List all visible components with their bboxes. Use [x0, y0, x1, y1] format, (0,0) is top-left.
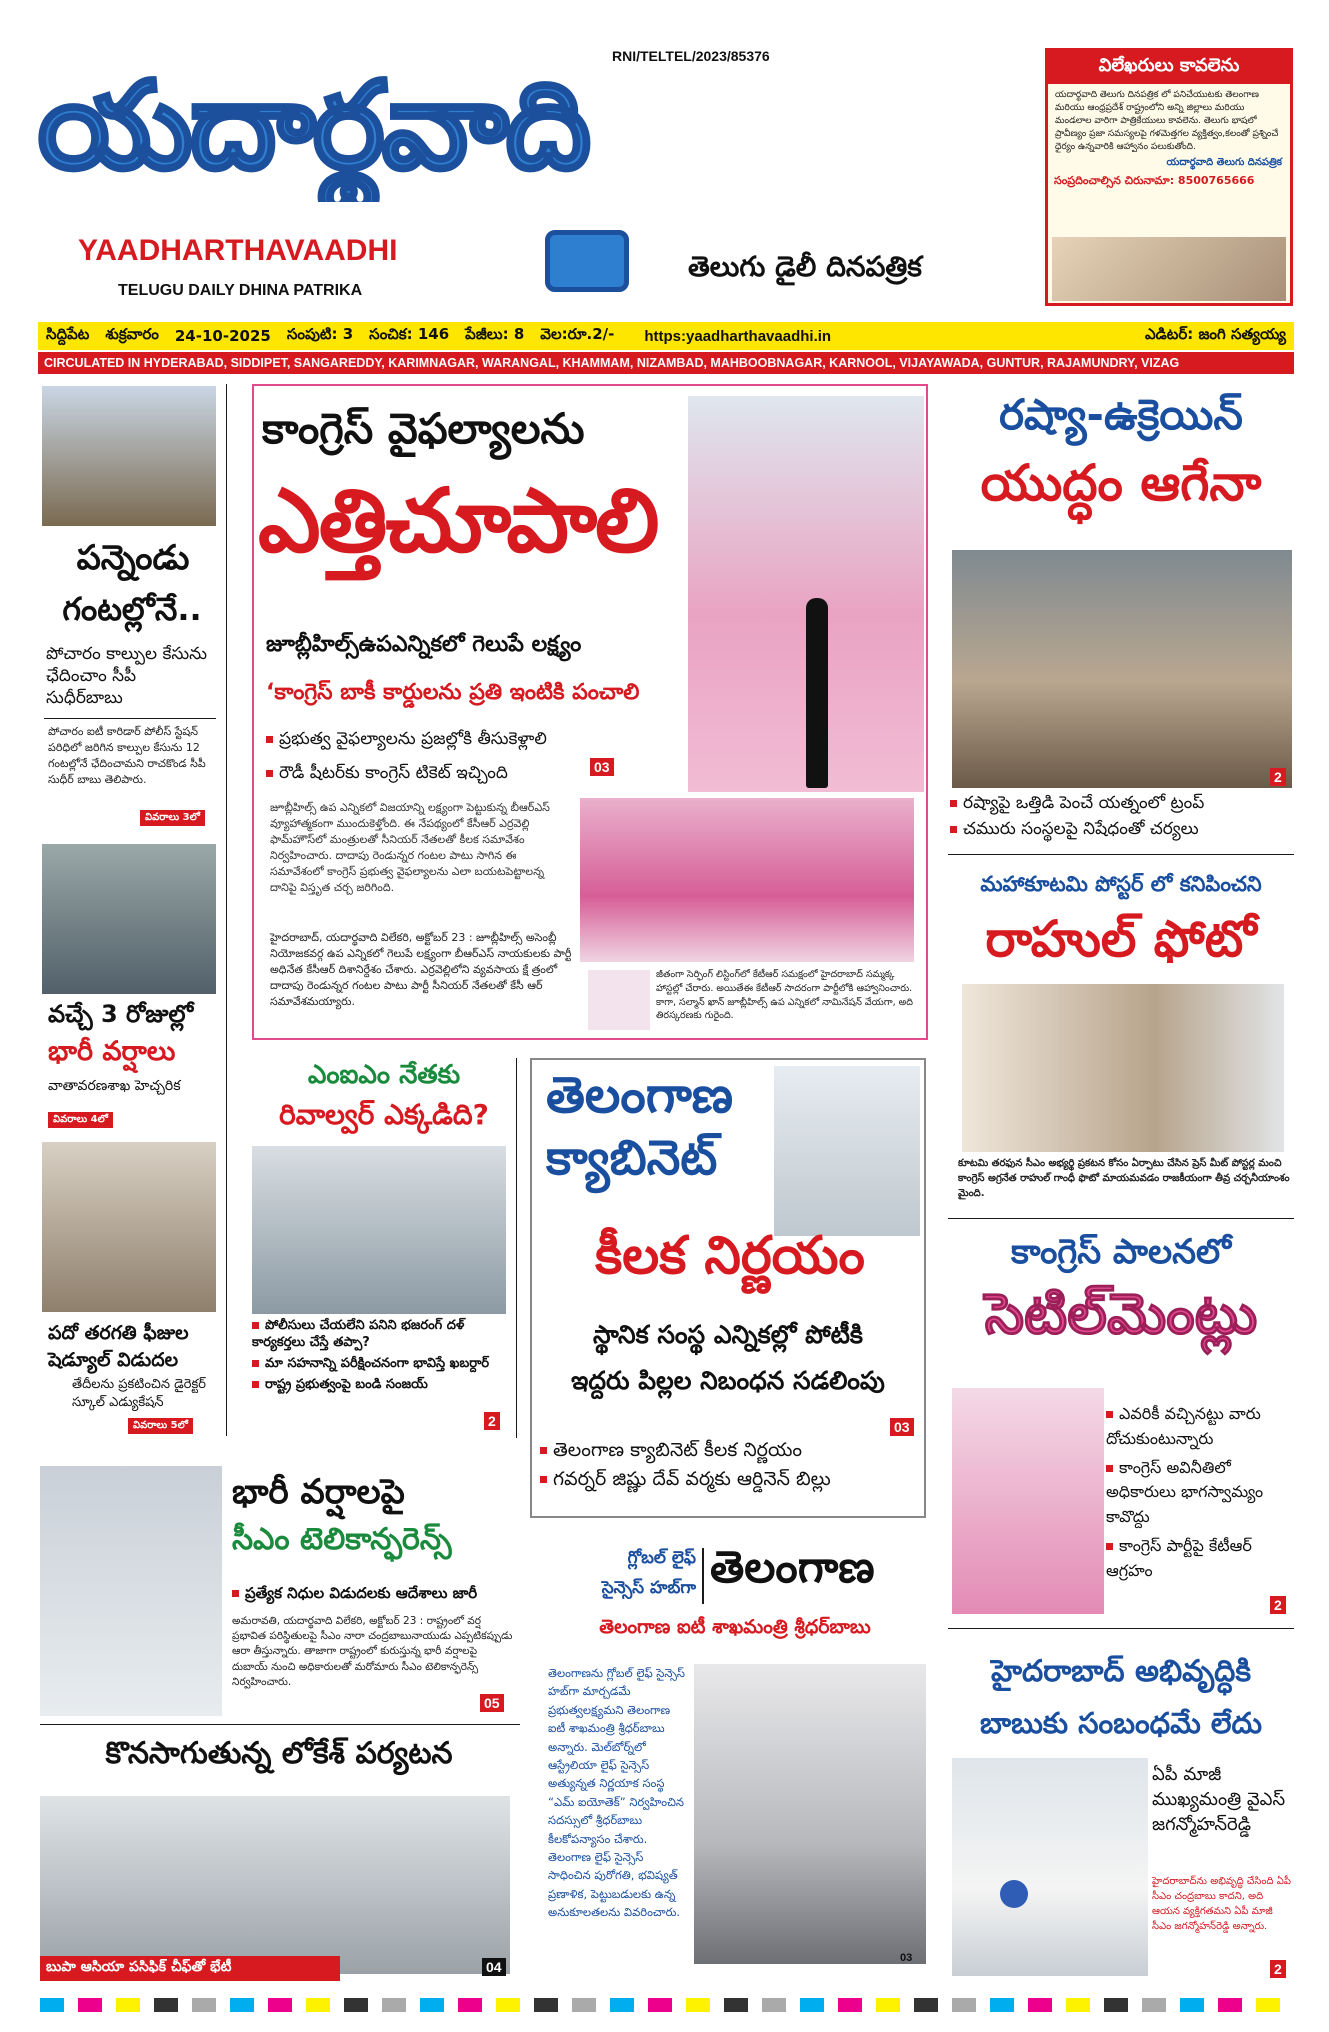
s1-divider [44, 718, 216, 719]
settlement-bullet-1-text: ఎవరికీ వచ్చినట్టు వారు దోచుకుంటున్నారు [1106, 1404, 1261, 1448]
info-volume: సంపుటి: 3 [286, 325, 354, 343]
jagan-headline2: బాబుకు సంబంధమే లేదు [980, 1706, 1262, 1740]
rahul-photo [962, 984, 1284, 1152]
info-issue: సంచిక: 146 [369, 325, 450, 343]
cbn-headline2: సీఎం టెలికాన్ఫరెన్స్ [232, 1522, 452, 1557]
s3-more[interactable]: వివరాలు 5లో [128, 1418, 193, 1434]
cabinet-headline1: తెలంగాణ [546, 1066, 734, 1124]
rahul-divider [948, 1218, 1294, 1219]
cbn-body: అమరావతి, యదార్థవాది విలేకరి, అక్టోబర్ 23 : రాష్ట్రంలో వర్ష ప్రభావిత పరిస్థితులపై సీఎం నారా చంద్రబాబునాయుడు ఎప్పటికప్పుడు ఆరా తీస్తున్నారు. తాజాగా రాష్ట్రంలో కురుస్తున్న భారీ వర్షాలపై దుబాయ్ నుంచి అధికారులతో మరోమారు సీఎం టెలికాన్ఫరెన్స్ నిర్వహించారు. [232, 1615, 513, 1688]
circulated-bar: CIRCULATED IN HYDERABAD, SIDDIPET, SANGAREDDY, KARIMNAGAR, WARANGAL, KHAMMAM, NIZAMBAD, MAHBOOBNAGAR, KARNOOL, VIJAYAWADA, GUNTUR, RAJAMUNDRY, VIZAG [38, 352, 1294, 374]
registration-strip [40, 1998, 1290, 2012]
settlement-bullet-3-text: కాంగ్రెస్ పార్టీపై కేటీఆర్ ఆగ్రహం [1106, 1535, 1252, 1580]
lead-bullet-1-text: ప్రభుత్వ వైఫల్యాలను ప్రజల్లోకి తీసుకెళ్లాలి [279, 729, 547, 749]
lokesh-photo [40, 1796, 510, 1974]
jagan-photo [952, 1758, 1148, 1976]
lead-sub1: జూబ్లీహిల్స్‌ఉపఎన్నికలో గెలుపే లక్ష్యం [266, 632, 582, 657]
ad-contact: సంప్రదించాల్సిన చిరునామా: 8500765666 [1054, 174, 1255, 187]
sridhar-body: తెలంగాణను గ్లోబల్ లైఫ్ సైన్సెస్ హబ్‌గా మార్చడమే ప్రభుత్వలక్ష్యమని తెలంగాణ ఐటీ శాఖమంత్రి శ్రీధర్‌బాబు అన్నారు. మెల్‌బోర్న్‌లో ఆస్ట్రేలియా లైఫ్ సైన్సెస్ అత్యున్నత నిర్ణయాక సంస్థ “ఎమ్ ఐయోతెక్” నిర్వహించిన సదస్సులో శ్రీధర్‌బాబు కీలకోపన్యాసం చేశారు. తెలంగాణ లైఫ్ సైన్సెస్ సాధించిన పురోగతి, భవిష్యత్ ప్రణాళిక, పెట్టుబడులకు ఉన్న అనుకూలతలను వివరించారు. [548, 1666, 685, 1920]
settlement-page-ref[interactable]: 2 [1270, 1596, 1286, 1614]
info-place: సిద్దిపేట [46, 325, 90, 343]
settlement-bullet-3 [1106, 1534, 1292, 1584]
s1-sub: పోచారం కాల్పుల కేసును ఛేదించాం సీపీ సుధీర్‌బాబు [46, 644, 207, 709]
s1-headline2: గంటల్లోనే.. [62, 590, 202, 628]
s3-headline: పదో తరగతి ఫీజుల షెడ్యూల్ విడుదల [48, 1322, 189, 1371]
info-price: వెల:రూ.2/- [540, 325, 615, 343]
revanth-photo [774, 1066, 920, 1236]
lead-body-2: హైదరాబాద్, యదార్థవాది విలేకరి, అక్టోబర్ 23 : జూబ్లీహిల్స్ అసెంబ్లీ నియోజకవర్గ ఉప ఎన్నికలో గెలుపే లక్ష్యంగా బీఆర్ఎస్ నాయకులకు పార్టీ అధినేత కేసీఆర్ దిశానిర్దేశం చేశారు. ఎర్రవెల్లిలోని వ్యవసాయ క్షే త్రంలో దాదాపు రెండున్నర గంటల పాటు పార్టీ సీనియర్ నేతలతో కేసీ ఆర్ సమావేశమయ్యారు. [270, 931, 572, 1008]
jagan-headline1: హైదరాబాద్ అభివృద్ధికి [990, 1654, 1251, 1689]
settlement-bullet-1 [1106, 1402, 1292, 1452]
masthead-logo-icon [545, 230, 629, 292]
settlement-bullets [1106, 1402, 1292, 1588]
aimim-bullet-2 [252, 1356, 514, 1373]
russia-bullets [950, 792, 1294, 844]
s3-sub: తేదీలను ప్రకటించిన డైరెక్టర్ స్కూల్ ఎడ్యుకేషన్ [72, 1377, 206, 1410]
sridhar-kicker-divider [702, 1548, 704, 1604]
cbn-photo [40, 1466, 222, 1716]
aimim-divider [516, 1058, 517, 1438]
ktr-joining-photo [580, 798, 914, 962]
cabinet-sub2: ఇద్దరు పిల్లల నిబంధన సడలింపు [571, 1366, 885, 1395]
info-editor: ఎడిటర్: జంగి సత్యయ్య [1145, 325, 1286, 343]
cbn-bullet-1 [232, 1584, 522, 1604]
settlement-bullet-2-text: కాంగ్రెస్ అవినీతిలో అధికారులు భాగస్వామ్యం కావొద్దు [1106, 1457, 1264, 1527]
cabinet-headline3: కీలక నిర్ణయం [595, 1226, 865, 1286]
cabinet-bullets [540, 1438, 920, 1495]
info-day: శుక్రవారం [105, 325, 159, 343]
cabinet-sub1: స్థానిక సంస్థ ఎన్నికల్లో పోటీకి [593, 1320, 863, 1349]
lead-bullet-1 [266, 728, 586, 750]
ad-body: యదార్థవాది తెలుగు దినపత్రిక లో పనిచేయుటకు తెలంగాణ మరియు ఆంధ్రప్రదేశ్ రాష్ట్రంలోని అన్ని జిల్లాలు మరియు మండలాల వారిగా పాత్రికేయులు కావలెను. తెలుగు భాషలో ప్రావీణ్యం ప్రజా సమస్యలపై గళమెత్తగల వ్యక్తిత్వం,కలంతో ప్రశ్నించే ధైర్యం ఉన్నవారికి ఆహ్వానం పలుకుతోంది. [1055, 90, 1279, 153]
lead-headline: ఎత్తిచూపాలి [258, 469, 658, 572]
mic-icon [806, 598, 828, 788]
s2-headline1: వచ్చే 3 రోజుల్లో [48, 1000, 194, 1028]
left-col-divider [226, 384, 227, 1436]
aimim-photo [252, 1146, 506, 1314]
sridhar-sub: తెలంగాణ ఐటీ శాఖమంత్రి శ్రీధర్‌బాబు [599, 1616, 871, 1638]
lead-caption-marker [588, 970, 650, 1030]
cabinet-headline2: క్యాబినెట్ [546, 1130, 718, 1186]
lokesh-headline: కొనసాగుతున్న లోకేశ్ పర్యటన [105, 1736, 453, 1771]
ad-title: విలేఖరులు కావలెను [1048, 51, 1290, 84]
ad-box [1045, 48, 1293, 306]
lokesh-caption: బుపా ఆసియా పసిఫిక్ చీఫ్‌తో భేటీ [40, 1956, 340, 1981]
lead-bullets [266, 728, 586, 788]
info-bar [38, 322, 1294, 350]
russia-headline1: రష్యా-ఉక్రెయిన్ [999, 390, 1243, 439]
masthead-subtitle-telugu: తెలుగు డైలీ దినపత్రిక [688, 250, 922, 283]
lead-page-ref[interactable]: 03 [590, 758, 614, 776]
s1-headline1: పన్నెండు [76, 538, 190, 578]
sridhar-kicker1: గ్లోబల్ లైఫ్ [627, 1548, 696, 1568]
russia-bullet-1 [950, 792, 1294, 814]
rahul-caption: కూటమి తరఫున సీఎం అభ్యర్థి ప్రకటన కోసం ఏర్పాటు చేసిన ప్రెస్ మీట్ పోస్టర్ల మంచి కాంగ్రెస్ అగ్రనేత రాహుల్ గాంధీ ఫొటో మాయమవడం రాజకీయంగా తీవ్ర చర్చనీయాంశం మైంది. [958, 1158, 1290, 1199]
russia-headline2: యుద్ధం ఆగేనా [980, 454, 1262, 512]
jagan-side2: హైదరాబాద్‌ను అభివృద్ధి చేసింది ఏపీ సీఎం చంద్రబాబు కాదని, అది ఆయన వ్యక్తిగతమని ఏపీ మాజీ సీఎం జగన్మోహన్‌రెడ్డి అన్నారు. [1152, 1876, 1291, 1932]
aimim-bullet-1-text: పోలీసులు చేయలేని పనిని భజరంగ్ దళ్ కార్యకర్తలు చేస్తే తప్పా? [252, 1318, 465, 1350]
sridhar-page-ref[interactable]: 03 [900, 1952, 913, 1964]
masthead-title: యదార్థవాది [38, 57, 589, 196]
rahul-headline: రాహుల్ ఫోటో [985, 910, 1257, 968]
s1-body: పోచారం ఐటీ కారిడార్ పోలీస్ స్టేషన్ పరిధిలో జరిగిన కాల్పుల కేసును 12 గంటల్లోనే ఛేదించామని రాచకొండ సీపీ సుధీర్ బాబు తెలిపారు. [48, 725, 206, 786]
rahul-kicker: మహాకూటమి పోస్టర్ లో కనిపించని [980, 872, 1262, 896]
aimim-page-ref[interactable]: 2 [484, 1412, 500, 1430]
rni-number: RNI/TELTEL/2023/85376 [612, 48, 770, 64]
cabinet-bullet-1 [540, 1438, 920, 1463]
war-photo [952, 550, 1292, 788]
sridhar-photo [694, 1664, 926, 1964]
lead-sub2: ‘కాంగ్రెస్ బాకీ కార్డులను ప్రతి ఇంటికి పంచాలి [266, 680, 640, 705]
info-website[interactable]: https:yaadharthavaadhi.in [644, 327, 832, 345]
s1-more[interactable]: వివరాలు 3లో [140, 810, 205, 826]
aimim-bullet-3 [252, 1377, 514, 1394]
s2-headline2: భారీ వర్షాలు [48, 1036, 176, 1067]
lead-caption: జీతంగా సెర్ఫింగ్ లిస్టింగ్‌లో కేటీఆర్ సమక్షంలో హైదరాబాద్ సమ్మక్క హాస్టల్లో చేరారు. అయితేఈ కేటీఆర్ సాదరంగా పార్టీలోకి ఆహ్వానించారు. కాగా, సల్మాన్ ఖాన్ జూబ్లీహిల్స్ ఉప ఎన్నికలో నామినేషన్ వేయగా, అది తిరస్కరణకు గురైంది. [656, 969, 913, 1022]
sridhar-headline: తెలంగాణ [710, 1542, 875, 1593]
exam-photo [42, 1142, 216, 1312]
settlement-bullet-2 [1106, 1456, 1292, 1530]
aimim-bullets [252, 1318, 514, 1398]
settlement-headline2: సెటిల్‌మెంట్లు [984, 1282, 1258, 1347]
rain-photo [42, 844, 216, 994]
cabinet-page-ref[interactable]: 03 [890, 1418, 914, 1436]
cbn-divider [40, 1724, 520, 1725]
aimim-bullet-2-text: మా సహనాన్ని పరీక్షించనంగా భావిస్తే ఖబర్దార్ [265, 1355, 490, 1371]
settlement-headline1: కాంగ్రెస్ పాలనలో [1011, 1232, 1231, 1272]
cbn-page-ref[interactable]: 05 [480, 1694, 504, 1712]
jagan-mic-icon [1000, 1880, 1028, 1908]
russia-bullet-2-text: చమురు సంస్థలపై నిషేధంతో చర్యలు [963, 819, 1199, 840]
russia-divider [948, 854, 1294, 855]
lokesh-page-ref[interactable]: 04 [482, 1958, 506, 1976]
cabinet-bullet-2 [540, 1467, 920, 1492]
cbn-headline1: భారీ వర్షాలపై [232, 1472, 405, 1512]
settlement-divider [948, 1628, 1294, 1629]
cabinet-bullet-2-text: గవర్నర్ జిష్ణు దేవ్ వర్మకు ఆర్డినెన్ బిల్లు [553, 1467, 831, 1490]
cabinet-bullet-1-text: తెలంగాణ క్యాబినెట్ కీలక నిర్ణయం [553, 1439, 803, 1461]
s2-more[interactable]: వివరాలు 4లో [48, 1112, 113, 1128]
lead-bullet-2-text: రౌడీ షీటర్‌కు కాంగ్రెస్ టికెట్ ఇచ్చింది [279, 763, 508, 784]
russia-page-ref[interactable]: 2 [1270, 768, 1286, 786]
ad-photo [1052, 237, 1286, 301]
cp-photo [42, 386, 216, 526]
cbn-bullet [232, 1584, 522, 1608]
sridhar-kicker2: సైన్సెస్ హబ్‌గా [601, 1578, 696, 1598]
aimim-bullet-3-text: రాష్ట్ర ప్రభుత్వంపై బండి సంజయ్ [265, 1376, 428, 1392]
jagan-side1: ఏపీ మాజీ ముఖ్యమంత్రి వైఎస్ జగన్మోహన్‌రెడ్డి [1152, 1764, 1286, 1836]
info-pages: పేజీలు: 8 [465, 325, 525, 343]
s2-sub: వాతావరణశాఖ హెచ్చరిక [48, 1078, 181, 1094]
aimim-headline2: రివాల్వర్ ఎక్కడిది? [279, 1098, 489, 1131]
russia-bullet-2 [950, 818, 1294, 840]
jagan-page-ref[interactable]: 2 [1270, 1960, 1286, 1978]
ad-signature: యదార్థవాది తెలుగు దినపత్రిక [1166, 157, 1282, 168]
aimim-headline1: ఎంఐఎం నేతకు [307, 1060, 461, 1090]
masthead-english: YAADHARTHAVAADHI [78, 234, 398, 267]
info-date: 24-10-2025 [174, 327, 271, 345]
masthead-subtitle-english: TELUGU DAILY DHINA PATRIKA [118, 282, 363, 299]
lead-body-1: జూబ్లీహిల్స్ ఉప ఎన్నికలో విజయాన్ని లక్ష్యంగా పెట్టుకున్న బీఆర్ఎస్ వ్యూహాత్మకంగా ముందుకెళ్తోంది. ఈ నేపథ్యంలో కేసీఆర్ ఎర్రవెల్లి ఫామ్‌హౌస్‌లో మంత్రులతో సీనియర్ నేతలతో కీలక సమావేశం నిర్వహించారు. దాదాపు రెండున్నర గంటల పాటు సాగిన ఈ సమావేశంలో కాంగ్రెస్ ప్రభుత్వ వైఫల్యాలను ఎలా బయటపెట్టాలన్న దానిపై విస్తృత చర్చ జరిగింది. [270, 801, 550, 894]
lead-kicker: కాంగ్రెస్ వైఫల్యాలను [262, 404, 585, 453]
cbn-bullet-1-text: ప్రత్యేక నిధుల విడుదలకు ఆదేశాలు జారీ [245, 1584, 478, 1602]
ktr-photo [952, 1388, 1104, 1614]
aimim-bullet-1 [252, 1318, 514, 1352]
lead-bullet-2 [266, 762, 586, 784]
russia-bullet-1-text: రష్యాపై ఒత్తిడి పెంచే యత్నంలో ట్రంప్ [963, 793, 1205, 813]
